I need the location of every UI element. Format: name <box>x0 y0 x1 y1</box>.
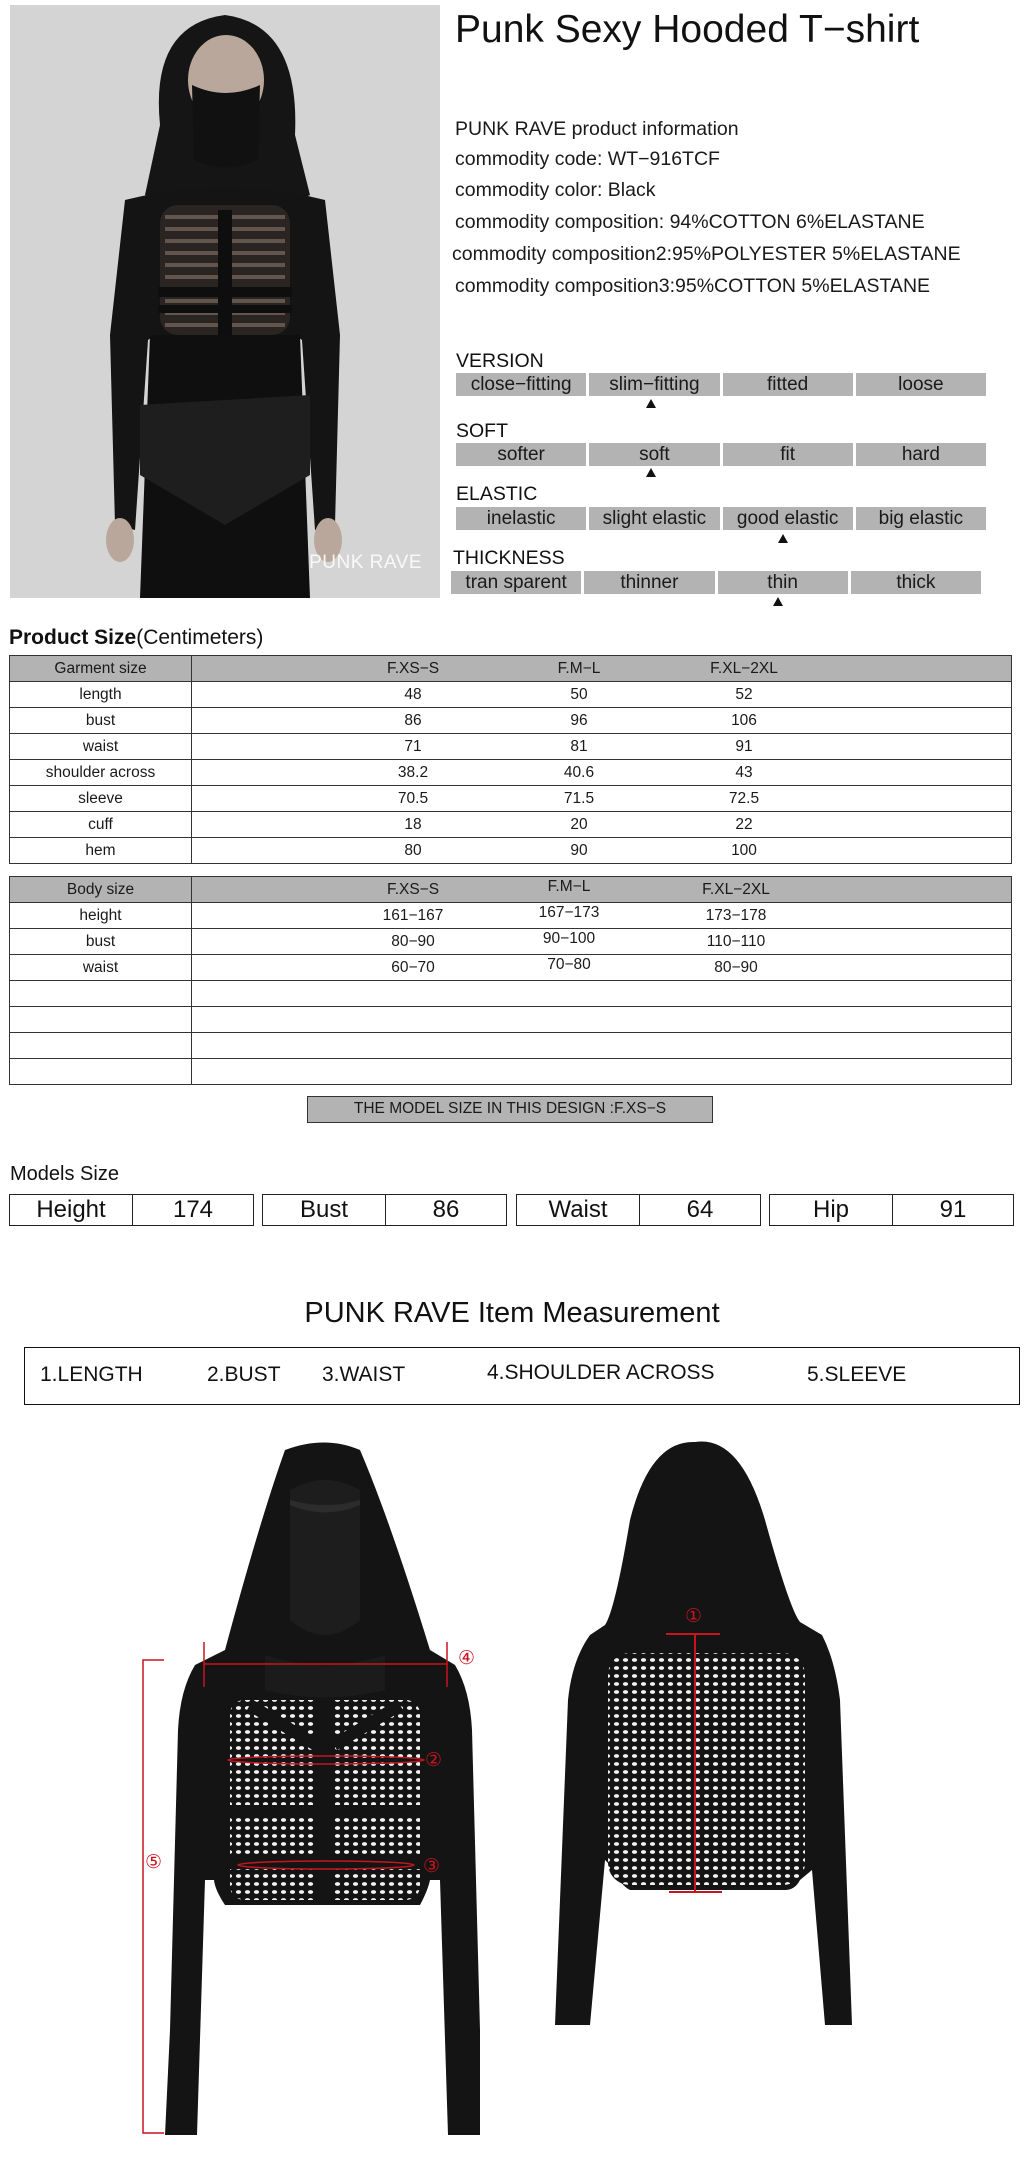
cell: 80 <box>404 841 422 859</box>
table-row <box>10 955 1012 981</box>
marker-5-icon: ⑤ <box>145 1851 163 1873</box>
cell: 110−110 <box>706 932 766 950</box>
marker-3-icon: ③ <box>423 1855 441 1877</box>
attr-bar-elastic <box>456 507 986 530</box>
garment-size-table <box>9 655 1012 864</box>
table-row <box>10 786 1012 812</box>
measurement-item-length: 1.LENGTH <box>40 1363 143 1386</box>
row-label: waist <box>10 734 192 760</box>
measurement-item-waist: 3.WAIST <box>322 1363 406 1386</box>
attr-option: slight elastic <box>589 507 719 530</box>
front-view <box>165 1443 480 2136</box>
cell: 72.5 <box>728 789 760 807</box>
measurement-item-shoulder: 4.SHOULDER ACROSS <box>487 1361 715 1384</box>
attr-label-thickness: THICKNESS <box>453 547 565 569</box>
row-label <box>10 1059 192 1085</box>
header-cell: F.XS−S <box>386 659 440 677</box>
cell: 70.5 <box>397 789 429 807</box>
row-values <box>192 838 1012 864</box>
row-values <box>192 955 1012 981</box>
models-size-heading: Models Size <box>10 1163 119 1185</box>
row-label <box>10 1007 192 1033</box>
model-key: Bust <box>263 1195 386 1225</box>
product-title: Punk Sexy Hooded T−shirt <box>455 8 920 51</box>
table-row-empty <box>10 981 1012 1007</box>
info-brand: PUNK RAVE product information <box>455 118 739 140</box>
cell: 20 <box>570 815 588 833</box>
header-cell: F.XL−2XL <box>710 659 778 677</box>
product-size-heading-bold: Product Size <box>9 626 137 649</box>
info-composition2: commodity composition2:95%POLYESTER 5%ELASTANE <box>452 243 961 265</box>
row-label: hem <box>10 838 192 864</box>
attr-option: fitted <box>723 373 853 396</box>
cell: 80−90 <box>714 958 758 976</box>
header-cell: F.XS−S <box>386 880 440 898</box>
attr-label-elastic: ELASTIC <box>456 483 538 505</box>
table-row <box>10 734 1012 760</box>
attr-bar-thickness <box>451 571 981 594</box>
attr-option: inelastic <box>456 507 586 530</box>
cell: 106 <box>731 711 757 729</box>
row-label: sleeve <box>10 786 192 812</box>
row-values <box>192 786 1012 812</box>
cell: 161−167 <box>382 906 444 924</box>
back-view <box>555 1441 852 2025</box>
table-row <box>10 708 1012 734</box>
cell: 167−173 <box>538 903 600 921</box>
attr-bar-version <box>456 373 986 396</box>
cell: 81 <box>570 737 588 755</box>
row-values <box>192 708 1012 734</box>
row-label: waist <box>10 955 192 981</box>
cell: 43 <box>735 763 753 781</box>
photo-watermark: PUNK RAVE <box>309 552 422 573</box>
header-values-cell <box>192 656 1012 682</box>
table-header-row <box>10 656 1012 682</box>
cell: 52 <box>735 685 753 703</box>
table-row-empty <box>10 1007 1012 1033</box>
cell: 100 <box>731 841 757 859</box>
attr-option: close−fitting <box>456 373 586 396</box>
model-hip-cell <box>769 1194 1014 1226</box>
selected-marker-icon <box>773 597 783 606</box>
model-key: Height <box>10 1195 133 1225</box>
marker-2-icon: ② <box>425 1749 443 1771</box>
measurement-item-bust: 2.BUST <box>207 1363 281 1386</box>
model-key: Waist <box>517 1195 640 1225</box>
table-row-empty <box>10 1059 1012 1085</box>
cell: 18 <box>404 815 422 833</box>
attr-option: tran sparent <box>451 571 581 594</box>
model-value: 64 <box>686 1196 714 1223</box>
cell: 173−178 <box>705 906 767 924</box>
table-row-empty <box>10 1033 1012 1059</box>
header-cell: Garment size <box>10 656 192 682</box>
cell: 80−90 <box>391 932 435 950</box>
row-label <box>10 981 192 1007</box>
model-waist-cell <box>516 1194 761 1226</box>
model-bust-cell <box>262 1194 507 1226</box>
info-color: commodity color: Black <box>455 179 656 201</box>
cell: 90−100 <box>542 929 596 947</box>
header-cell: F.M−L <box>547 877 591 895</box>
model-height-cell <box>9 1194 254 1226</box>
info-composition: commodity composition: 94%COTTON 6%ELASTANE <box>455 211 925 233</box>
row-label: bust <box>10 929 192 955</box>
row-values <box>192 812 1012 838</box>
cell: 70−80 <box>547 955 591 973</box>
garment-front-back-illustration <box>0 1420 1024 2176</box>
attr-option: thinner <box>584 571 714 594</box>
cell: 40.6 <box>563 763 595 781</box>
table-row <box>10 682 1012 708</box>
attr-option: loose <box>856 373 986 396</box>
cell: 50 <box>570 685 588 703</box>
cell: 48 <box>404 685 422 703</box>
row-label: length <box>10 682 192 708</box>
selected-marker-icon <box>646 399 656 408</box>
row-label: shoulder across <box>10 760 192 786</box>
row-values <box>192 903 1012 929</box>
product-size-heading-unit: (Centimeters) <box>136 626 264 649</box>
attr-option-selected: soft <box>589 443 719 466</box>
row-values <box>192 760 1012 786</box>
measurement-diagram <box>0 1420 1024 2176</box>
row-label <box>10 1033 192 1059</box>
row-label: cuff <box>10 812 192 838</box>
cell: 71.5 <box>563 789 595 807</box>
cell: 96 <box>570 711 588 729</box>
selected-marker-icon <box>778 534 788 543</box>
table-row <box>10 760 1012 786</box>
header-cell: F.M−L <box>557 659 601 677</box>
measurement-title: PUNK RAVE Item Measurement <box>304 1297 720 1329</box>
cell: 38.2 <box>397 763 429 781</box>
attr-label-soft: SOFT <box>456 420 508 442</box>
model-size-note: THE MODEL SIZE IN THIS DESIGN :F.XS−S <box>307 1096 713 1123</box>
attr-option: fit <box>723 443 853 466</box>
row-values <box>192 981 1012 1007</box>
marker-4-icon: ④ <box>458 1647 476 1669</box>
row-values <box>192 1059 1012 1085</box>
model-value: 91 <box>939 1196 967 1223</box>
table-row <box>10 838 1012 864</box>
cell: 60−70 <box>391 958 435 976</box>
product-photo <box>10 5 440 598</box>
model-value: 86 <box>432 1196 460 1223</box>
header-cell: Body size <box>10 877 192 903</box>
cell: 90 <box>570 841 588 859</box>
attr-option: softer <box>456 443 586 466</box>
attr-option: hard <box>856 443 986 466</box>
row-label: bust <box>10 708 192 734</box>
cell: 86 <box>404 711 422 729</box>
table-row <box>10 903 1012 929</box>
info-code: commodity code: WT−916TCF <box>455 148 720 170</box>
row-values <box>192 734 1012 760</box>
attr-bar-soft <box>456 443 986 466</box>
header-values-cell <box>192 877 1012 903</box>
cell: 71 <box>404 737 422 755</box>
row-values <box>192 1007 1012 1033</box>
model-wearing-hooded-top-image <box>10 5 440 598</box>
model-key: Hip <box>770 1195 893 1225</box>
model-value: 174 <box>172 1196 214 1223</box>
measurement-item-sleeve: 5.SLEEVE <box>807 1363 907 1386</box>
table-row <box>10 929 1012 955</box>
header-cell: F.XL−2XL <box>702 880 770 898</box>
marker-1-icon: ① <box>685 1605 703 1627</box>
body-size-table <box>9 876 1012 1085</box>
row-label: height <box>10 903 192 929</box>
attr-option-selected: slim−fitting <box>589 373 719 396</box>
attr-option: big elastic <box>856 507 986 530</box>
row-values <box>192 1033 1012 1059</box>
table-row <box>10 812 1012 838</box>
table-header-row <box>10 877 1012 903</box>
cell: 91 <box>735 737 753 755</box>
row-values <box>192 682 1012 708</box>
attr-label-version: VERSION <box>456 350 544 372</box>
info-composition3: commodity composition3:95%COTTON 5%ELASTANE <box>455 275 931 297</box>
cell: 22 <box>735 815 753 833</box>
attr-option-selected: thin <box>718 571 848 594</box>
product-size-heading <box>9 626 263 650</box>
attr-option-selected: good elastic <box>723 507 853 530</box>
row-values <box>192 929 1012 955</box>
selected-marker-icon <box>646 468 656 477</box>
attr-option: thick <box>851 571 981 594</box>
